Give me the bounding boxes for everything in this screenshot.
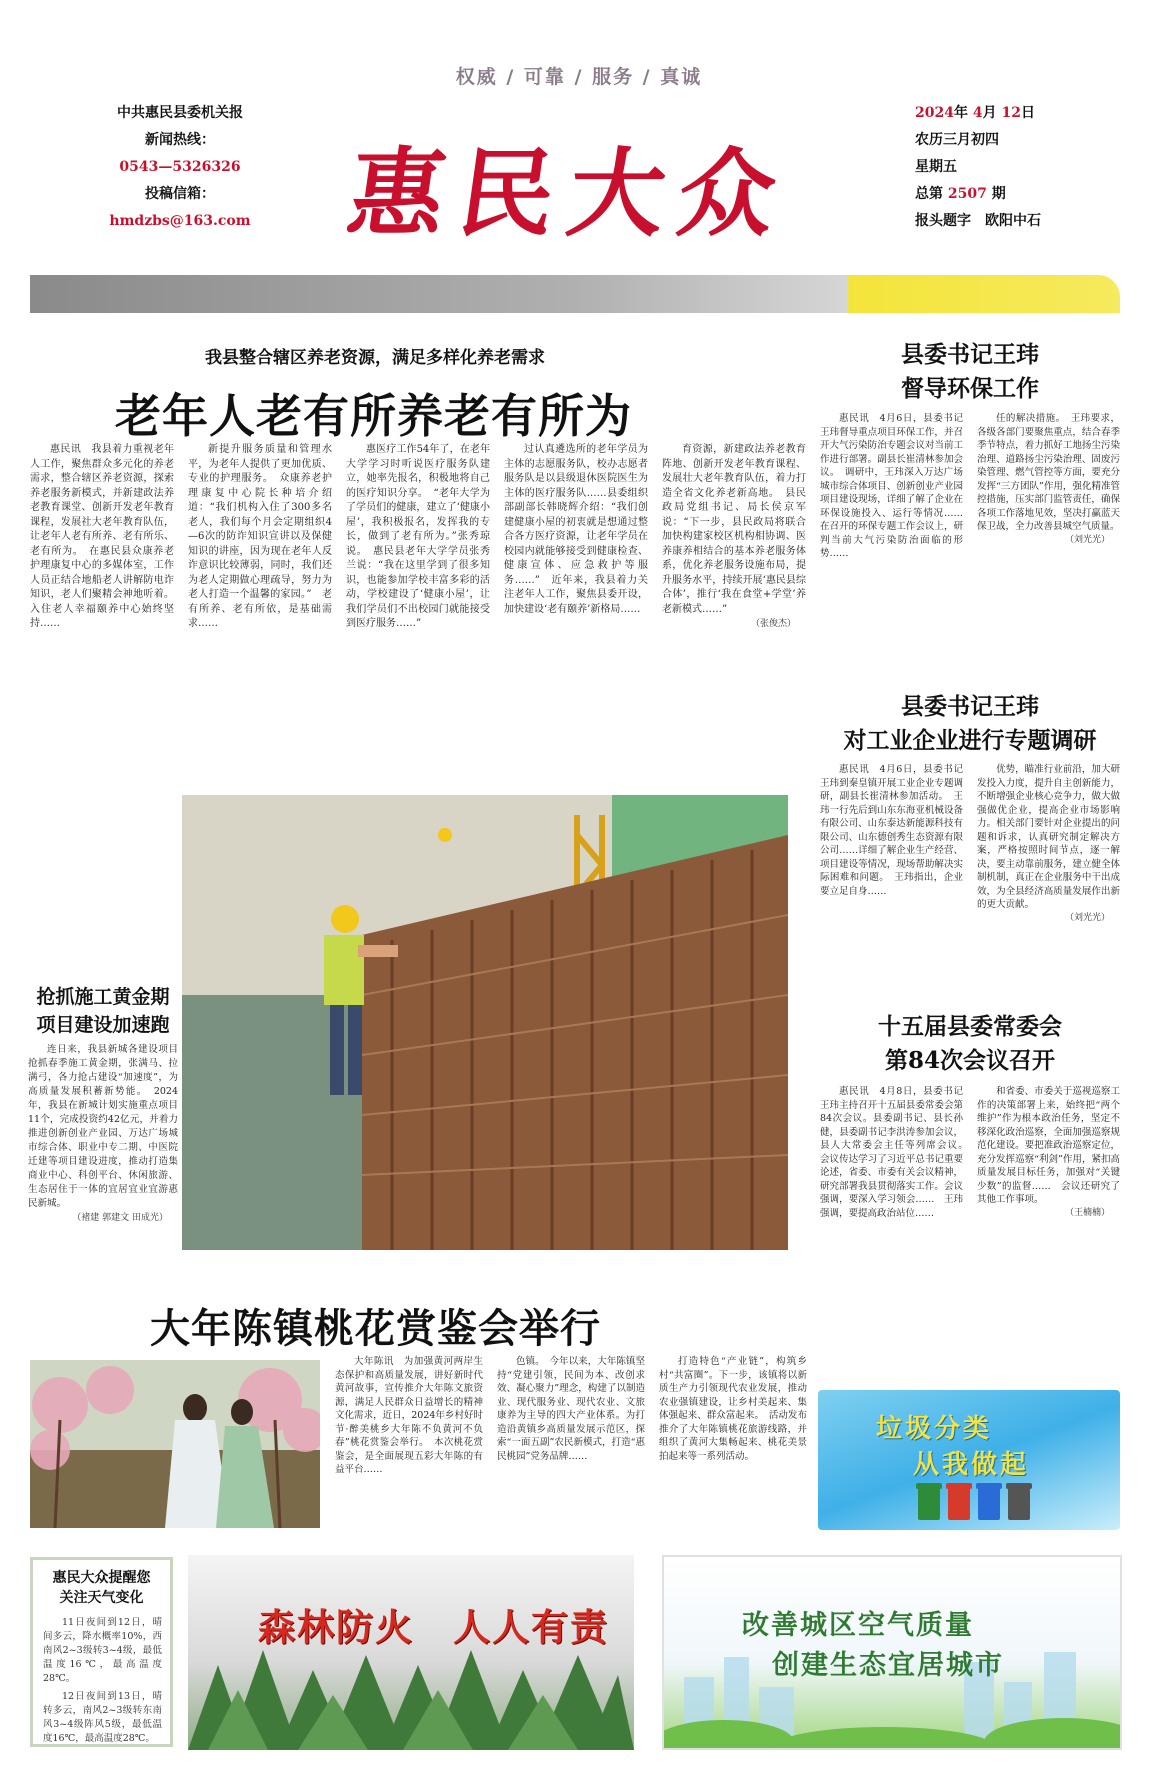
meeting-byline: （王楠楠）	[1064, 1207, 1110, 1218]
lead-col-3: 惠医疗工作54年了，在老年大学学习时听说医疗服务队建立，她率先报名，积极地将自己的医疗知识分享。 “老年大学为了学员们的健康，建立了‘健康小屋’，我积极报名，发挥我的专长，做到了老有所为。”张秀琼说。 惠民县老年大学学员张秀兰说：“我在这里学到了很多知识，也能参加学校丰富多彩的活动，学校建设了‘健康小屋’，让我们学员们不出校园门就能接受到医疗服务……”	[346, 444, 490, 629]
lead-body	[30, 443, 810, 743]
peach-body	[335, 1355, 810, 1530]
inspect-byline: （刘光光）	[1064, 534, 1110, 545]
meeting-col-1: 惠民讯 4月8日，县委书记王玮主持召开十五届县委常委会第84次会议。县委副书记、县长孙健，县委副书记李洪涛参加会议，县人大常委会主任等列席会议。 会议传达学习了习近平总书记重要论述，省委、市委有关会议精神，研究部署我县贯彻落实工作。会议强调，要深入学习领会…… 王玮强调，要提高政治站位……	[820, 1086, 973, 1219]
construction-body: 连日来，我县新城各建设项目抢抓春季施工黄金期，张满马、拉满弓，各力抢占建设“加速度”，为高质量发展积蓄新势能。 2024年，我县在新城计划实施重点项目11个，完成投资约42亿元，并着力推进创新创业产业园、万达广场城市综合体、职业中专二期、中医院迁建等项目建设进度，推动打造集商业中心、科创平台、休闲旅游、生态居住于一体的宜居宜业宜游惠民新城。 （褚建 郭建文 田成光）	[28, 1044, 178, 1223]
recyclable-bin-icon	[978, 1488, 1000, 1520]
garbage-ad-line-1: 垃圾分类	[876, 1414, 993, 1444]
recycle-bin-icon	[918, 1488, 940, 1520]
submit-label: 投稿信箱：	[145, 186, 215, 202]
lead-kicker: 我县整合辖区养老资源，满足多样化养老需求	[205, 348, 545, 368]
hotline-label: 新闻热线：	[145, 132, 215, 148]
forest-ad-slogan: 森林防火 人人有责	[258, 1605, 609, 1649]
newspaper-logo: 惠民大众	[341, 137, 797, 250]
industry-headline[interactable]: 县委书记王玮 对工业企业进行专题调研	[843, 693, 1097, 754]
hazard-bin-icon	[948, 1488, 970, 1520]
masthead-slogan: 权威 / 可靠 / 服务 / 真诚	[455, 66, 703, 88]
air-ad-line-1: 改善城区空气质量	[742, 1610, 974, 1641]
lead-col-5: 育资源，新建政法养老教育阵地、创新开发老年教育课程、发展壮大老年教育队伍，着力打造全省文化养老新高地。 县民政局党组书记、局长侯京军说：“下一步，县民政局将联合加快构建家校区机构相协调、医养康养相结合的基本养老服务体系，优化养老服务设施布局，提升服务水平，持续开展‘惠民县综合体’，推行‘我在食堂+学堂’养老新模式……” （张俊杰）	[662, 443, 806, 743]
lead-col-2: 新提升服务质量和管理水平，为老年人提供了更加优质、专业的护理服务。 众康养老护理康复中心院长种培介绍道：“我们机构入住了300多名老人，我们每个月会定期组织4—6次的防诈知识宣讲以及保健知识的讲座，因为现在老年人反诈意识比较薄弱，同时，我们还为老人定期做心理疏导，努力为老人打造一个温馨的家园。” 老有所养、老有所依，是基础需求……	[188, 444, 332, 629]
weekday: 星期五	[915, 159, 957, 175]
weather-forecast-2: 12日夜间到13日，晴转多云，南风2~3级转东南风3~4级阵风5级，最低温度16℃，最高温度28℃。	[43, 1691, 162, 1744]
lead-headline[interactable]: 老年人老有所养老有所为	[115, 389, 632, 443]
industry-col-2: 优势，瞄准行业前沿，加大研发投入力度，提升自主创新能力，不断增强企业核心竞争力，做大做强做优企业，提高企业市场影响力。相关部门要针对企业提出的问题和诉求，认真研究制定解决方案，严格按照时间节点，逐一解决，要主动靠前服务，建立健全体制机制，真正在企业服务中干出成效，为全县经济高质量发展作出新的更大贡献。 （刘光光）	[977, 763, 1120, 985]
air-quality-ad[interactable]	[662, 1555, 1122, 1750]
garbage-sorting-ad[interactable]	[818, 1390, 1120, 1530]
industry-body	[820, 763, 1120, 985]
forest-fire-ad[interactable]	[188, 1555, 634, 1750]
masthead-right-info	[915, 100, 1115, 235]
lead-col-1: 惠民讯 我县着力重视老年人工作，聚焦群众多元化的养老需求，整合辖区养老资源，探索养老服务新模式，并新建政法养老教育课堂、创新开发老年教育课程，发展社大老年教育队伍，让老年人老有所养、老有所乐、老有所为。 在惠民县众康养老护理康复中心的多媒体室，工作人员正结合地船老人讲解防电诈知识，老人们聚精会神地听着。入住老人幸福颐养中心始终坚持……	[30, 444, 174, 629]
peach-photo[interactable]	[30, 1360, 320, 1528]
peach-col-2: 色镇。 今年以来，大年陈镇坚持“党建引领，民间为本、改创求效、凝心聚力”理念，构建了以制造业、现代服务业、现代农业、文旅康养为主导的四大产业体系。为打造沿黄镇乡高质量发展示范区，探索“一面五副”农民新模式，打造“惠民桃园”党务品牌……	[497, 1356, 645, 1462]
air-ad-line-2: 创建生态宜居城市	[772, 1650, 1004, 1681]
lead-col-4: 过认真遴选所的老年学员为主体的志愿服务队，校办志愿者服务队是以县级退休医院医生为主体的医疗服务队……县委组织部副部长韩晓辉介绍：“我们创建健康小屋的初衷就是想通过整合各方医疗资源，让老年学员在校园内就能够接受到健康检查、健康宣体、应急救护等服务……” 近年来，我县着力关注老年人工作，聚焦县委开设，加快建设‘老有颐养’新格局……	[504, 444, 648, 615]
weather-title: 惠民大众提醒您 关注天气变化	[52, 1570, 151, 1606]
weather-body	[33, 1608, 170, 1746]
construction-byline: （褚建 郭建文 田成光）	[72, 1213, 168, 1223]
garbage-ad-line-2: 从我做起	[913, 1450, 1030, 1480]
peach-headline[interactable]: 大年陈镇桃花赏鉴会举行	[150, 1305, 601, 1352]
weather-forecast-1: 11日夜间到12日，晴间多云，降水概率10%，西南风2~3级转3~4级，最低温度16℃，最高温度28℃。	[43, 1617, 162, 1684]
meeting-col-2: 和省委、市委关于巡视巡察工作的决策部署上来，始终把“两个维护”作为根本政治任务，坚定不移深化政治巡察，全面加强巡察规范化建设。要把准政治巡察定位，充分发挥巡察“利剑”作用，紧扣高质量发展目标任务，加强对“关键少数”的监督…… 会议还研究了其他工作事项。 （王楠楠）	[977, 1085, 1120, 1375]
construction-photo[interactable]	[182, 795, 788, 1250]
peach-photo-illustration	[30, 1360, 320, 1528]
meeting-headline[interactable]: 十五届县委常委会 第84次会议召开	[878, 1013, 1062, 1074]
masthead-band	[30, 275, 1120, 313]
lead-byline: （张俊杰）	[750, 619, 796, 629]
masthead-left-info	[80, 100, 280, 235]
hotline-number[interactable]: 0543—5326326	[119, 159, 241, 175]
peach-col-1: 大年陈讯 为加强黄河两岸生态保护和高质量发展，讲好新时代黄河故事，宣传推介大年陈文旅资源，满足人民群众日益增长的精神文化需求，近日，2024年乡村好时节·醉美桃乡大年陈不负黄河不负春”桃花赏鉴会举行。 本次桃花赏鉴会，是全面展现五彩大年陈的有益平台……	[335, 1356, 483, 1475]
construction-photo-illustration	[182, 795, 788, 1250]
inspect-col-1: 惠民讯 4月6日，县委书记王玮督导重点项目环保工作，并召开大气污染防治专题会议对当前工作进行部署。副县长崔清林参加会议。 调研中，王玮深入万达广场城市综合体项目、创新创业产业园项目建设现场，详细了解了企业在环保设施投入、运行等情况…… 在召开的环保专题工作会议上，研判当前大气污染防治面临的形势……	[820, 413, 973, 559]
inspect-headline[interactable]: 县委书记王玮 督导环保工作	[901, 341, 1039, 402]
lunar-date: 农历三月初四	[915, 132, 999, 148]
weather-box	[30, 1557, 173, 1747]
forest-trees-illustration	[188, 1555, 634, 1750]
issue-number: 总第 2507 期	[915, 186, 1006, 202]
peach-col-3: 打造特色“产业链”，构筑乡村“共富圈”。下一步，该镇将以新质生产力引领现代农业发展，推动农业强镇建设，让乡村美起来、集体强起来、群众富起来。 活动发布推介了大年陈镇桃花旅游线路，并组织了黄河大集畅起来、桃花美景拍起来等一系列活动。	[659, 1356, 807, 1462]
construction-headline[interactable]: 抢抓施工黄金期 项目建设加速跑	[36, 986, 170, 1036]
publisher: 中共惠民县委机关报	[117, 105, 243, 121]
other-bin-icon	[1008, 1488, 1030, 1520]
issue-date: 2024年 4月 12日	[915, 105, 1035, 121]
meeting-body	[820, 1085, 1120, 1375]
calligraphy-credit: 报头题字 欧阳中石	[915, 213, 1041, 229]
inspect-body	[820, 412, 1120, 654]
inspect-col-2: 任的解决措施。 王玮要求，各级各部门要聚焦重点，结合春季季节特点，着力抓好工地扬尘污染治理、道路扬尘污染治理、固废污染管理、燃气管控等方面，要充分发挥“三方团队”作用，强化精准管控措施，压实部门监管责任，确保各项工作落地见效，坚决打赢蓝天保卫战，全力改善县城空气质量。 （刘光光）	[977, 412, 1120, 654]
industry-byline: （刘光光）	[1064, 912, 1110, 923]
industry-col-1: 惠民讯 4月6日，县委书记王玮到秦皇镇开展工业企业专题调研，副县长崔清林参加活动。 王玮一行先后到山东东海亚机械设备有限公司、山东泰达新能源科技有限公司、山东德创秀生态资源有限公司……详细了解企业生产经营、项目建设等情况，现场帮助解决实际困难和问题。 王玮指出，企业要立足自身……	[820, 764, 963, 897]
submit-email[interactable]: hmdzbs@163.com	[109, 213, 251, 229]
